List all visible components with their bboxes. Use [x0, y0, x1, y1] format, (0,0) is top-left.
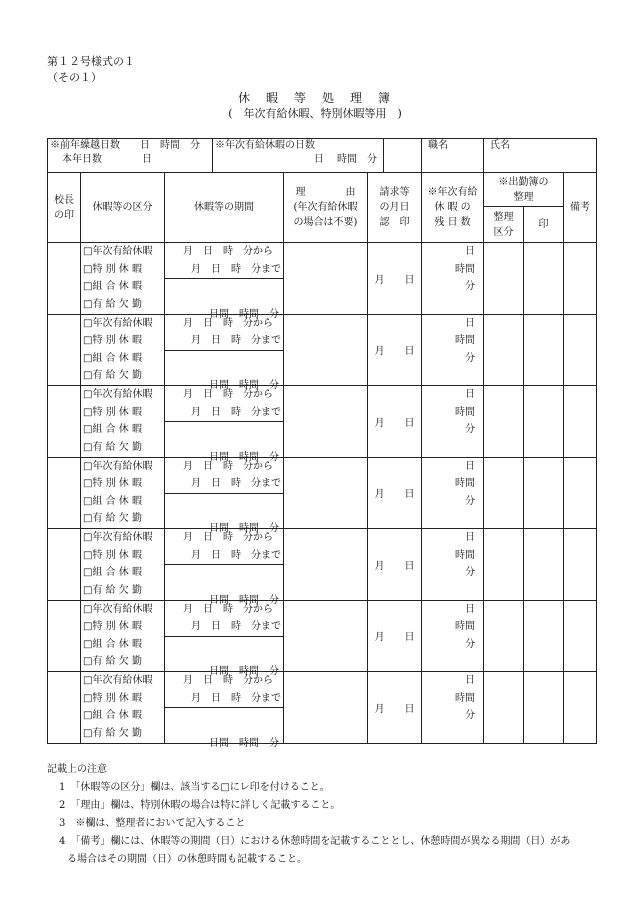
attendance-seal-cell[interactable] [524, 314, 564, 386]
leave-record-row [48, 672, 597, 744]
category-option-paid-absence[interactable]: □有 給 欠 勤 [83, 656, 142, 667]
category-cell[interactable] [81, 243, 165, 315]
remaining-minutes: 分 [465, 638, 475, 650]
category-option-annual[interactable]: □年次有給休暇 [83, 460, 153, 472]
period-to: 月 日 時 分まで [191, 621, 281, 632]
leave-record-row [48, 386, 597, 458]
remarks-cell[interactable] [564, 243, 597, 315]
remaining-minutes: 分 [465, 352, 475, 364]
remaining-hours: 時間 [455, 406, 475, 418]
period-cell[interactable] [165, 243, 284, 320]
attendance-header: ※出勤簿の 整理 [484, 173, 564, 207]
period-to: 月 日 時 分まで [191, 263, 281, 275]
leave-record-row [48, 457, 597, 529]
remaining-hours: 時間 [455, 335, 475, 346]
remaining-days: 日 [465, 532, 475, 543]
leave-record-row [48, 529, 597, 601]
category-header: 休暇等の区分 [81, 173, 165, 243]
period-cell[interactable] [165, 672, 284, 749]
period-from: 月 日 時 分から [183, 603, 273, 615]
period-duration: 日間 時間 分 [209, 523, 279, 534]
annual-leave-cell[interactable] [213, 139, 384, 173]
annual-leave-label: ※年次有給休暇の日数 [215, 140, 315, 151]
principal-seal-cell[interactable] [48, 600, 81, 672]
remaining-minutes: 分 [465, 567, 475, 578]
attendance-class-header: 整理 区分 [484, 207, 524, 243]
category-option-special[interactable]: □特 別 休 暇 [83, 621, 142, 632]
category-option-paid-absence[interactable]: □有 給 欠 勤 [83, 584, 142, 596]
period-from: 月 日 時 分から [183, 389, 273, 400]
remaining-days: 日 [465, 246, 475, 257]
note-item: 3 ※欄は、整理者において記入すること [59, 818, 246, 829]
principal-seal-cell[interactable] [48, 243, 81, 315]
remaining-hours: 時間 [455, 692, 475, 704]
period-to: 月 日 時 分まで [191, 478, 281, 489]
remarks-cell[interactable] [564, 314, 597, 386]
principal-seal-cell[interactable] [48, 457, 81, 529]
request-date-cell[interactable]: 月 日 [368, 672, 422, 744]
name-label: 氏名 [490, 140, 510, 151]
remaining-days: 日 [465, 675, 475, 686]
category-cell[interactable] [81, 457, 165, 529]
category-option-union[interactable]: □組 合 休 暇 [83, 567, 142, 578]
remaining-days-cell[interactable] [422, 457, 484, 529]
period-duration: 日間 時間 分 [209, 451, 279, 463]
notes [47, 761, 607, 869]
period-from: 月 日 時 分から [183, 246, 273, 257]
blank-cell [384, 139, 422, 173]
attendance-class-cell[interactable] [484, 243, 524, 315]
category-option-special[interactable]: □特 別 休 暇 [83, 478, 142, 489]
period-from: 月 日 時 分から [183, 317, 273, 329]
period-duration: 日間 時間 分 [209, 737, 279, 749]
principal-seal-header: 校長 の印 [48, 173, 81, 243]
category-option-annual[interactable]: □年次有給休暇 [83, 317, 153, 329]
period-cell[interactable] [165, 529, 284, 606]
category-option-annual[interactable]: □年次有給休暇 [83, 246, 153, 257]
category-option-annual[interactable]: □年次有給休暇 [83, 675, 153, 686]
name-cell[interactable] [484, 139, 597, 173]
carryover-line1: ※前年繰越日数 日 時間 分 [50, 140, 200, 151]
period-from: 月 日 時 分から [183, 460, 273, 472]
category-option-special[interactable]: □特 別 休 暇 [83, 406, 142, 418]
category-cell[interactable] [81, 386, 165, 458]
page-title: 休 暇 等 処 理 簿 [237, 91, 392, 105]
period-to: 月 日 時 分まで [191, 335, 281, 346]
notes-heading: 記載上の注意 [47, 764, 107, 775]
carryover-line2: 本年日数 日 [62, 154, 152, 165]
period-duration: 日間 時間 分 [209, 308, 279, 320]
attendance-seal-cell[interactable] [524, 529, 564, 601]
category-cell[interactable] [81, 314, 165, 386]
category-cell[interactable] [81, 529, 165, 601]
remaining-minutes: 分 [465, 495, 475, 507]
reason-cell[interactable] [284, 529, 368, 601]
period-duration: 日間 時間 分 [209, 666, 279, 677]
category-option-annual[interactable]: □年次有給休暇 [83, 389, 153, 400]
period-cell[interactable] [165, 600, 284, 677]
principal-seal-cell[interactable] [48, 386, 81, 458]
reason-cell[interactable] [284, 243, 368, 315]
form-number: 第１２号様式の１ [47, 55, 135, 68]
remaining-days-cell[interactable] [422, 529, 484, 601]
category-option-union[interactable]: □組 合 休 暇 [83, 710, 142, 721]
remaining-days-cell[interactable] [422, 314, 484, 386]
remaining-minutes: 分 [465, 281, 475, 292]
period-to: 月 日 時 分まで [191, 549, 281, 561]
category-option-special[interactable]: □特 別 休 暇 [83, 692, 142, 704]
request-date-cell[interactable]: 月 日 [368, 457, 422, 529]
attendance-seal-cell[interactable] [524, 672, 564, 744]
reason-cell[interactable] [284, 314, 368, 386]
period-from: 月 日 時 分から [183, 532, 273, 543]
sub-number: （その１） [47, 71, 102, 84]
period-to: 月 日 時 分まで [191, 406, 281, 418]
remaining-days-cell[interactable] [422, 386, 484, 458]
category-option-special[interactable]: □特 別 休 暇 [83, 335, 142, 346]
remaining-days-cell[interactable] [422, 243, 484, 315]
remaining-days: 日 [465, 317, 475, 329]
principal-seal-cell[interactable] [48, 672, 81, 744]
leave-record-row [48, 243, 597, 315]
attendance-seal-cell[interactable] [524, 600, 564, 672]
annual-leave-value: 日 時間 分 [313, 154, 377, 165]
period-duration: 日間 時間 分 [209, 380, 279, 391]
note-item: 2 「理由」欄は、特別休暇の場合は特に詳しく記載すること。 [59, 800, 341, 811]
attendance-seal-cell[interactable] [524, 386, 564, 458]
position-cell[interactable] [422, 139, 484, 173]
page-subtitle: ( 年次有給休暇、特別休暇等用 ) [228, 107, 402, 120]
request-date-cell[interactable]: 月 日 [368, 314, 422, 386]
category-option-annual[interactable]: □年次有給休暇 [83, 532, 153, 543]
remarks-cell[interactable] [564, 386, 597, 458]
period-to: 月 日 時 分まで [191, 692, 281, 704]
attendance-class-cell[interactable] [484, 600, 524, 672]
remaining-days: 日 [465, 389, 475, 400]
category-option-union[interactable]: □組 合 休 暇 [83, 352, 142, 364]
attendance-class-cell[interactable] [484, 314, 524, 386]
remarks-cell[interactable] [564, 529, 597, 601]
remaining-days: 日 [465, 603, 475, 615]
remarks-header: 備考 [564, 173, 597, 243]
note-item: 1 「休暇等の区分」欄は、該当する□にレ印を付けること。 [59, 782, 330, 793]
category-option-annual[interactable]: □年次有給休暇 [83, 603, 153, 615]
reason-cell[interactable] [284, 457, 368, 529]
category-option-paid-absence[interactable]: □有 給 欠 勤 [83, 513, 142, 524]
category-option-paid-absence[interactable]: □有 給 欠 勤 [83, 370, 142, 381]
request-date-cell[interactable]: 月 日 [368, 243, 422, 315]
reason-cell[interactable] [284, 386, 368, 458]
header-box [47, 138, 597, 173]
remaining-days-cell[interactable] [422, 672, 484, 744]
attendance-class-cell[interactable] [484, 672, 524, 744]
leave-table [47, 172, 597, 749]
remaining-hours: 時間 [455, 478, 475, 489]
category-option-union[interactable]: □組 合 休 暇 [83, 495, 142, 507]
category-option-paid-absence[interactable]: □有 給 欠 勤 [83, 727, 142, 739]
attendance-class-cell[interactable] [484, 529, 524, 601]
period-cell[interactable] [165, 386, 284, 463]
principal-seal-cell[interactable] [48, 314, 81, 386]
category-option-union[interactable]: □組 合 休 暇 [83, 638, 142, 650]
remaining-minutes: 分 [465, 424, 475, 435]
carryover-cell[interactable] [48, 139, 213, 173]
category-option-special[interactable]: □特 別 休 暇 [83, 549, 142, 561]
period-duration: 日間 時間 分 [209, 594, 279, 606]
request-date-cell[interactable]: 月 日 [368, 529, 422, 601]
period-cell[interactable] [165, 314, 284, 391]
attendance-seal-header: 印 [524, 207, 564, 243]
category-cell[interactable] [81, 672, 165, 744]
principal-seal-cell[interactable] [48, 529, 81, 601]
attendance-class-cell[interactable] [484, 386, 524, 458]
leave-record-row [48, 600, 597, 672]
category-option-union[interactable]: □組 合 休 暇 [83, 424, 142, 435]
request-date-header: 請求等 の月日 認 印 [368, 173, 422, 243]
category-option-special[interactable]: □特 別 休 暇 [83, 263, 142, 275]
reason-cell[interactable] [284, 672, 368, 744]
remaining-hours: 時間 [455, 263, 475, 275]
category-option-paid-absence[interactable]: □有 給 欠 勤 [83, 298, 142, 310]
request-date-cell[interactable]: 月 日 [368, 386, 422, 458]
period-header: 休暇等の期間 [165, 173, 284, 243]
remaining-hours: 時間 [455, 549, 475, 561]
reason-cell[interactable] [284, 600, 368, 672]
remarks-cell[interactable] [564, 600, 597, 672]
leave-record-row [48, 314, 597, 386]
remarks-cell[interactable] [564, 672, 597, 744]
attendance-seal-cell[interactable] [524, 457, 564, 529]
note-item: 4 「備考」欄には、休暇等の期間（日）における休憩時間を記載することとし、休憩時間が異なる期間（日）があ [59, 836, 571, 847]
remarks-cell[interactable] [564, 457, 597, 529]
category-option-paid-absence[interactable]: □有 給 欠 勤 [83, 441, 142, 453]
position-label: 職名 [428, 140, 448, 151]
category-cell[interactable] [81, 600, 165, 672]
request-date-cell[interactable]: 月 日 [368, 600, 422, 672]
category-option-union[interactable]: □組 合 休 暇 [83, 281, 142, 292]
remaining-hours: 時間 [455, 621, 475, 632]
attendance-seal-cell[interactable] [524, 243, 564, 315]
reason-header: 理 由 (年次有給休暇 の場合は不要) [284, 173, 368, 243]
period-cell[interactable] [165, 457, 284, 534]
note-item-cont: る場合はその期間（日）の休憩時間も記載すること。 [67, 854, 307, 865]
period-from: 月 日 時 分から [183, 675, 273, 686]
remaining-days-cell[interactable] [422, 600, 484, 672]
remaining-days-header: ※年次有給 休 暇 の 残 日 数 [422, 173, 484, 243]
remaining-days: 日 [465, 460, 475, 472]
attendance-class-cell[interactable] [484, 457, 524, 529]
remaining-minutes: 分 [465, 710, 475, 721]
